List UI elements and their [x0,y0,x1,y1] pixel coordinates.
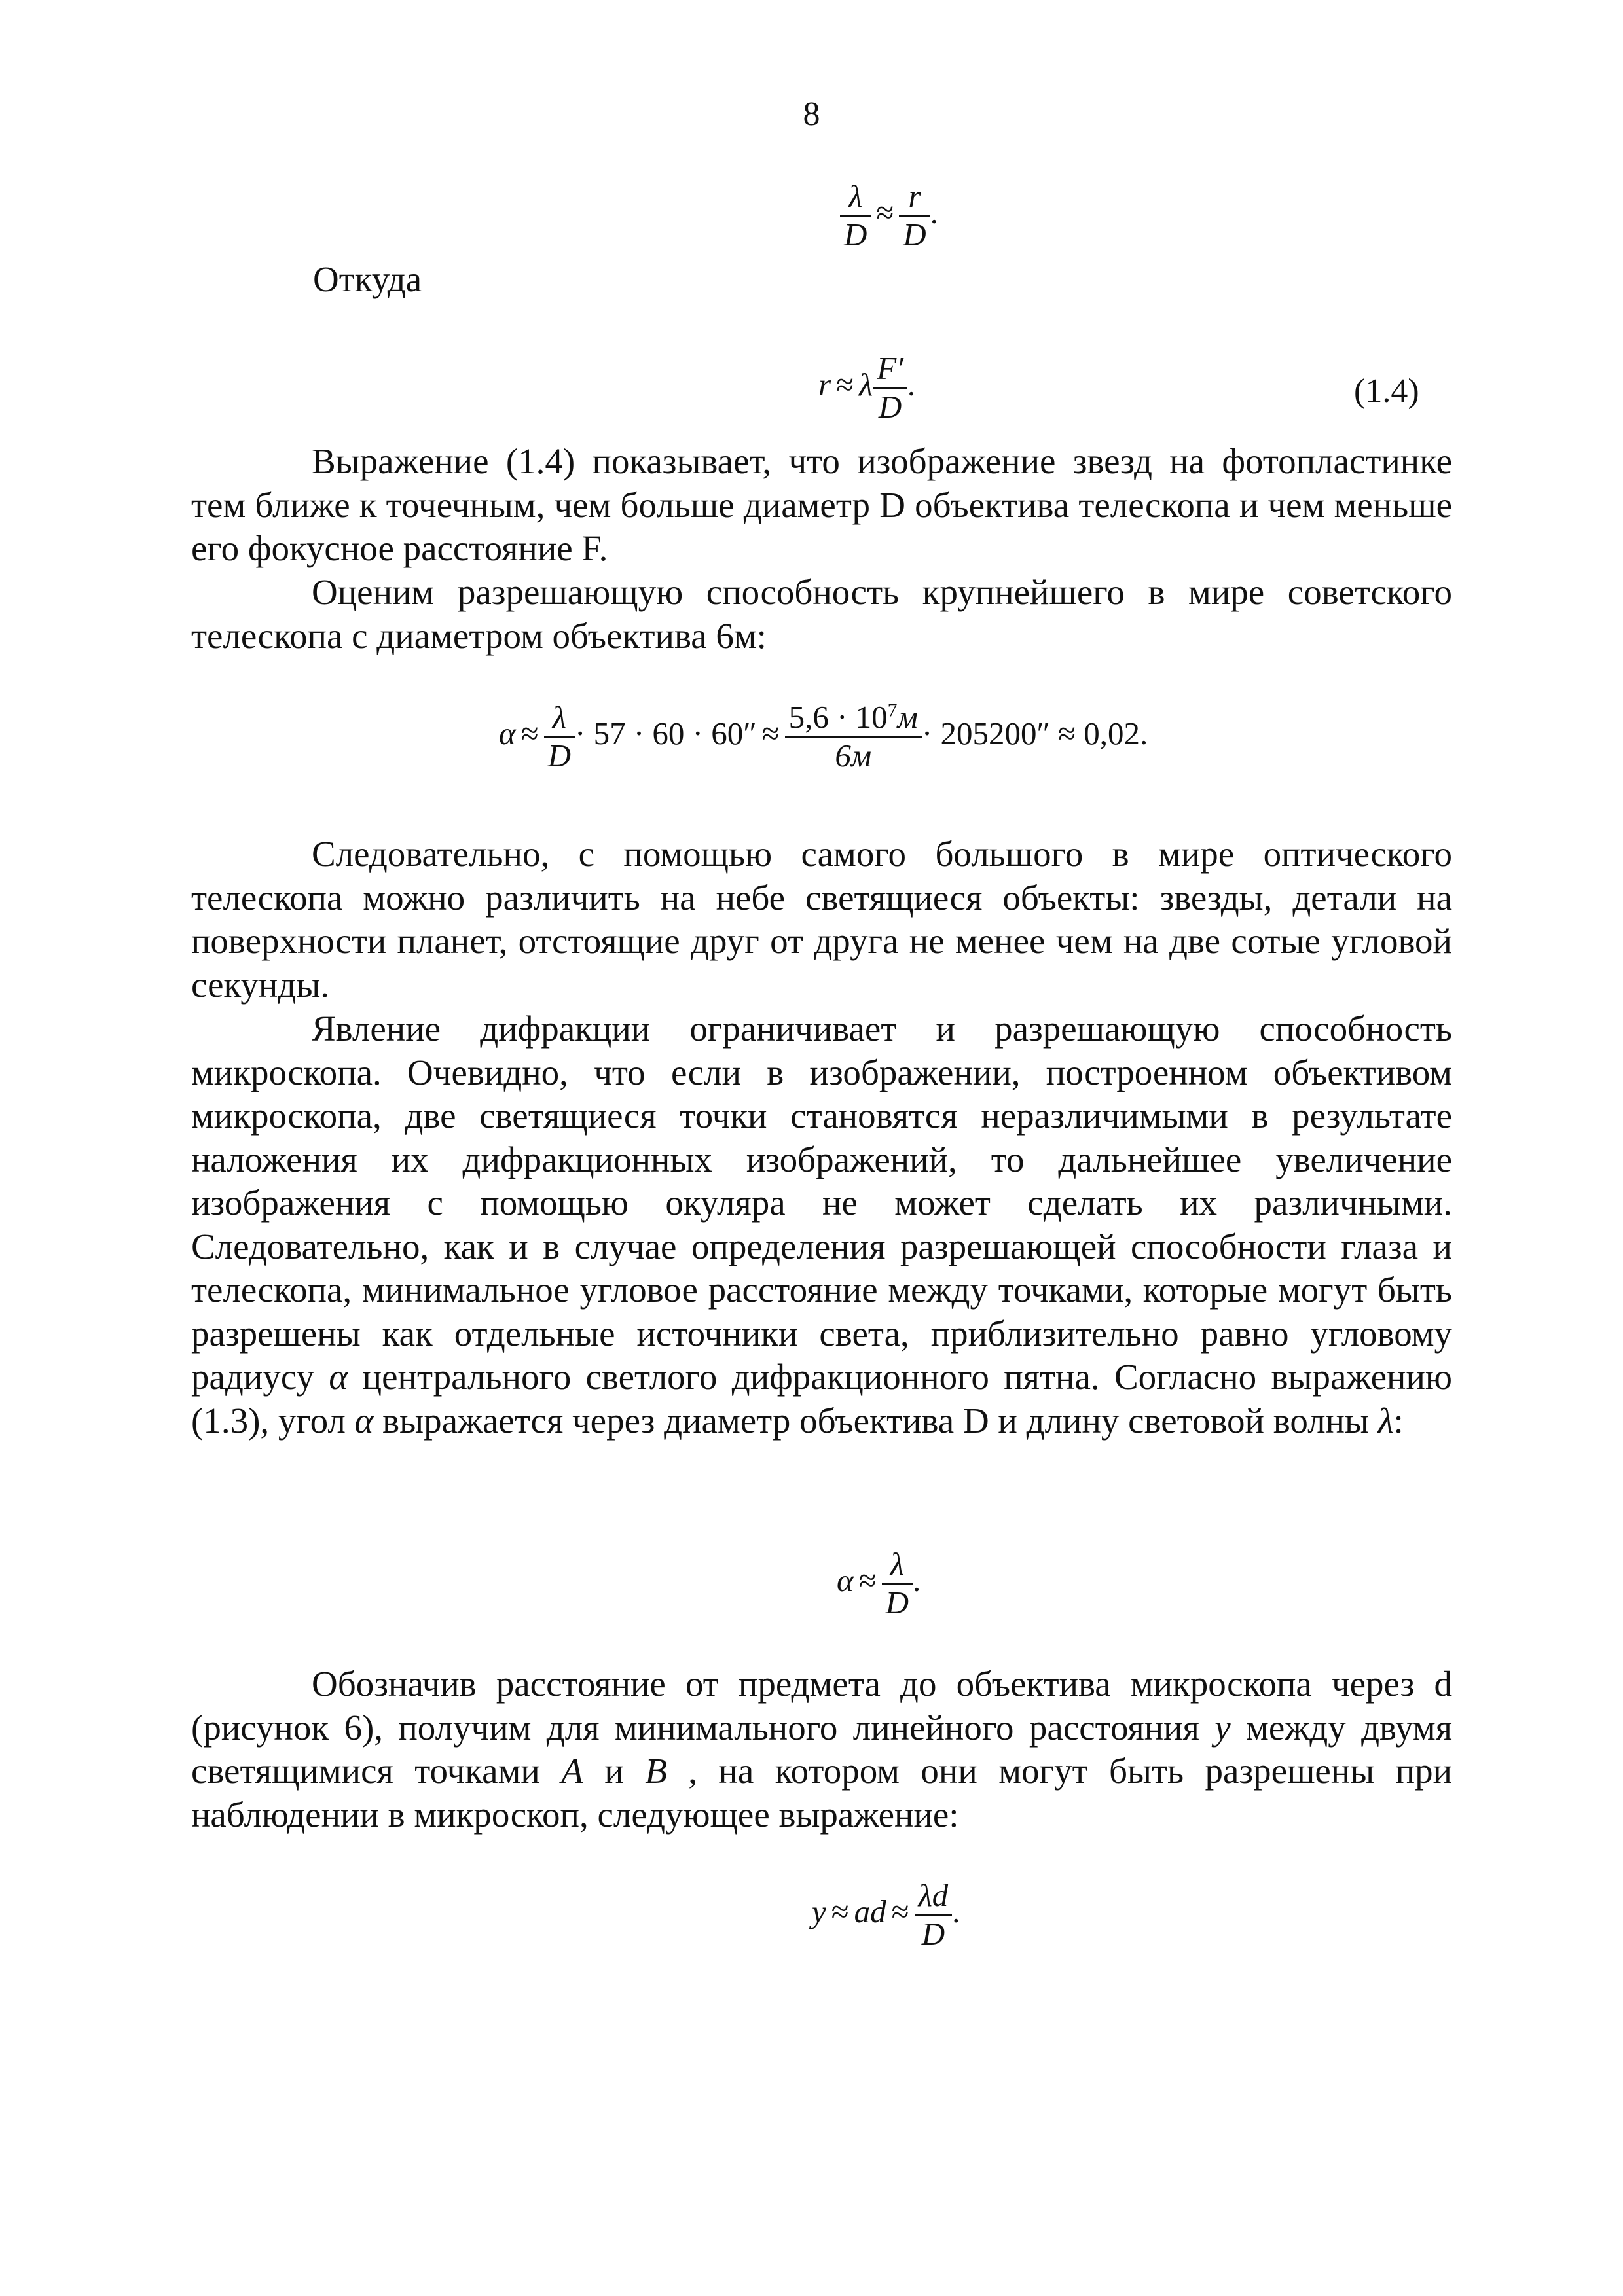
otkuda-label: Откуда [313,259,422,299]
fraction-wavelength-diameter: $\frac{5,6 \cdot 10^7м}{6м}$ [785,699,922,775]
point-b-symbol: B [645,1751,667,1791]
alpha-symbol: α [329,1357,348,1397]
page-number: 8 [803,96,820,133]
alpha-symbol: α [354,1400,374,1441]
point-a-symbol: A [561,1751,583,1791]
paragraph-1: Выражение (1.4) показывает, что изображение звезд на фотопластинке тем ближе к точечным, чем больше диаметр D объектива телескопа и чем меньше его фокусное расстояние F. [191,441,1452,568]
fraction-lambda-d-3: $\frac{\lambda}{D}$ [882,1546,913,1622]
paragraph-2: Оценим разрешающую способность крупнейшего в мире советского телескопа с диаметром объектива 6м: [191,572,1452,656]
equation-alpha-estimate: α ≈ $\frac{\lambda}{D}$ · 57 · 60 · 60″ ≈ $\frac{5,6 \cdot 10^7м}{6м}$ · 205200″ ≈ 0,02. [499,699,1148,774]
paragraph-5: Обозначив расстояние от предмета до объектива микроскопа через d (рисунок 6), получим для минимального линейного расстояния y между двумя светящимися точками A и B , на котором они могут быть разрешены при наблюдении в микроскоп, следующее выражение: [191,1664,1453,1835]
equation-y: y ≈ ad ≈ $\frac{\lambda d}{D}$ . [812,1877,960,1952]
paragraph-3: Следовательно, с помощью самого большого в мире оптического телескопа можно различить на небе светящиеся объекты: звезды, детали на поверхности планет, отстоящие друг от друга не менее чем на две сотые угловой секунды. [191,834,1452,1005]
lambda-symbol: λ [1377,1400,1394,1441]
equation-number-1-4: (1.4) [1354,372,1419,410]
equation-alpha: α ≈ $\frac{\lambda}{D}$ . [837,1546,921,1621]
fraction-lambda-d-2: $\frac{\lambda}{D}$ [544,699,575,775]
y-symbol: y [1214,1707,1231,1748]
paragraph-4: Явление дифракции ограничивает и разрешающую способность микроскопа. Очевидно, что если в изображении, построенном объективом микроскопа, две светящиеся точки становятся неразличимыми в результате наложения их дифракционных изображений, то дальнейшее увеличение изображения с помощью окуляра не может сделать их различными. Следовательно, как и в случае определения разрешающей способности глаза и телескопа, минимальное угловое расстояние между точками, которые могут быть разрешены как отдельные источники света, приблизительно равно угловому радиусу α центрального светлого дифракционного пятна. Согласно выражению (1.3), угол α выражается через диаметр объектива D и длину световой волны λ: [191,1009,1452,1441]
fraction-f-d: $\frac{F'}{D}$ [873,350,907,426]
fraction-lambda-d: $\frac{\lambda}{D}$ [840,178,871,254]
equation-1-4: r ≈ λ $\frac{F'}{D}$ . [818,350,916,425]
fraction-lambda-d-over-d: $\frac{\lambda d}{D}$ [915,1877,953,1953]
fraction-r-d: $\frac{r}{D}$ [899,178,930,254]
equation-lambda-over-d: $\frac{\lambda}{D}$ ≈ $\frac{r}{D}$ . [840,178,938,254]
